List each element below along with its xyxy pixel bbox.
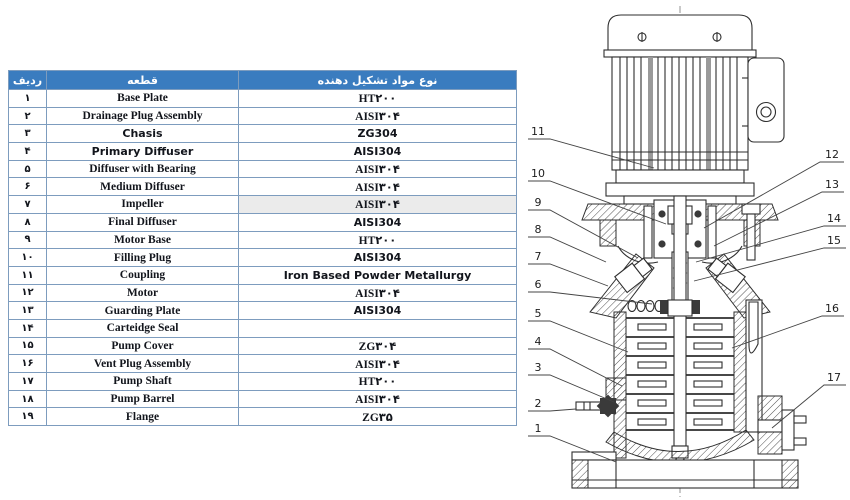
parts-table-body [9,90,517,426]
part-name-cell: Chasis [47,125,239,143]
part-name-cell: Pump Barrel [47,390,239,408]
table-row [9,213,517,231]
part-name-cell: Carteidge Seal [47,319,239,337]
row-number-cell: ۳ [9,125,47,143]
part-name-cell: Drainage Plug Assembly [47,107,239,125]
material-cell: HT۲۰۰ [239,90,517,108]
table-row [9,90,517,108]
material-cell: AISI304 [239,213,517,231]
part-name-cell: Diffuser with Bearing [47,160,239,178]
table-row [9,231,517,249]
callout-number: 2 [534,397,542,410]
material-cell: AISI304 [239,302,517,320]
row-number-cell: ۸ [9,213,47,231]
header-part: قطعه [47,71,239,90]
callout-number: 5 [534,307,542,320]
row-number-cell: ۶ [9,178,47,196]
part-name-cell: Pump Shaft [47,373,239,391]
material-cell: ZG۳۵ [239,408,517,426]
materials-table-section [8,70,516,426]
part-name-cell: Coupling [47,266,239,284]
material-cell: AISI۳۰۴ [239,107,517,125]
guarding-plate-left [644,206,652,258]
row-number-cell: ۱۲ [9,284,47,302]
material-cell: ZG۳۰۴ [239,337,517,355]
part-name-cell: Base Plate [47,90,239,108]
row-number-cell: ۱ [9,90,47,108]
callout-number: 15 [827,234,841,247]
row-number-cell: ۱۱ [9,266,47,284]
table-row [9,249,517,267]
table-row [9,107,517,125]
table-row [9,196,517,214]
part-name-cell: Impeller [47,196,239,214]
table-row [9,143,517,161]
table-row [9,178,517,196]
callout-number: 16 [825,302,839,315]
material-cell: AISI۳۰۴ [239,284,517,302]
row-number-cell: ۱۸ [9,390,47,408]
table-row [9,319,517,337]
part-name-cell: Pump Cover [47,337,239,355]
callout-number: 13 [825,178,839,191]
row-number-cell: ۷ [9,196,47,214]
part-name-cell: Motor [47,284,239,302]
guarding-plate-right [708,206,716,258]
row-number-cell: ۹ [9,231,47,249]
material-cell: AISI۳۰۴ [239,196,517,214]
leader-line [528,321,628,352]
terminal-box [742,58,784,142]
table-row [9,390,517,408]
part-name-cell: Guarding Plate [47,302,239,320]
callout-number: 3 [534,361,542,374]
table-row [9,266,517,284]
row-number-cell: ۱۴ [9,319,47,337]
row-number-cell: ۴ [9,143,47,161]
row-number-cell: ۱۹ [9,408,47,426]
table-row [9,408,517,426]
row-number-cell: ۱۷ [9,373,47,391]
callout-number: 12 [825,148,839,161]
table-row [9,284,517,302]
motor-fan-cover [604,15,756,57]
header-row-number: ردیف [9,71,47,90]
part-name-cell: Vent Plug Assembly [47,355,239,373]
pump-diagram [520,0,850,500]
part-name-cell: Medium Diffuser [47,178,239,196]
callout-number: 10 [531,167,545,180]
callout-number: 1 [534,422,542,435]
callout-number: 4 [534,335,542,348]
table-row [9,373,517,391]
table-header-row [9,71,517,90]
part-name-cell: Primary Diffuser [47,143,239,161]
material-cell: AISI304 [239,143,517,161]
table-row [9,125,517,143]
material-cell: ZG304 [239,125,517,143]
table-row [9,355,517,373]
table-row [9,302,517,320]
material-cell: AISI۳۰۴ [239,160,517,178]
part-name-cell: Final Diffuser [47,213,239,231]
material-cell: HT۲۰۰ [239,231,517,249]
header-material: نوع مواد تشکیل دهنده [239,71,517,90]
callout-number: 6 [534,278,542,291]
material-cell: AISI۳۰۴ [239,355,517,373]
row-number-cell: ۱۵ [9,337,47,355]
material-cell: Iron Based Powder Metallurgy [239,266,517,284]
callout-number: 14 [827,212,841,225]
parts-table [8,70,517,426]
callout-number: 7 [534,250,542,263]
row-number-cell: ۱۳ [9,302,47,320]
material-cell: AISI304 [239,249,517,267]
material-cell: HT۲۰۰ [239,373,517,391]
callout-number: 9 [534,196,542,209]
table-row [9,160,517,178]
material-cell: AISI۳۰۴ [239,178,517,196]
callout-number: 8 [534,223,542,236]
pump-barrel-right-wall [734,312,746,432]
table-row [9,337,517,355]
part-name-cell: Flange [47,408,239,426]
material-cell [239,319,517,337]
row-number-cell: ۵ [9,160,47,178]
row-number-cell: ۱۶ [9,355,47,373]
callout-number: 11 [531,125,545,138]
discharge-flange [758,396,806,454]
part-name-cell: Motor Base [47,231,239,249]
drain-plug [576,395,619,418]
row-number-cell: ۲ [9,107,47,125]
material-cell: AISI۳۰۴ [239,390,517,408]
callout-number: 17 [827,371,841,384]
motor-fins [612,57,748,170]
row-number-cell: ۱۰ [9,249,47,267]
part-name-cell: Filling Plug [47,249,239,267]
